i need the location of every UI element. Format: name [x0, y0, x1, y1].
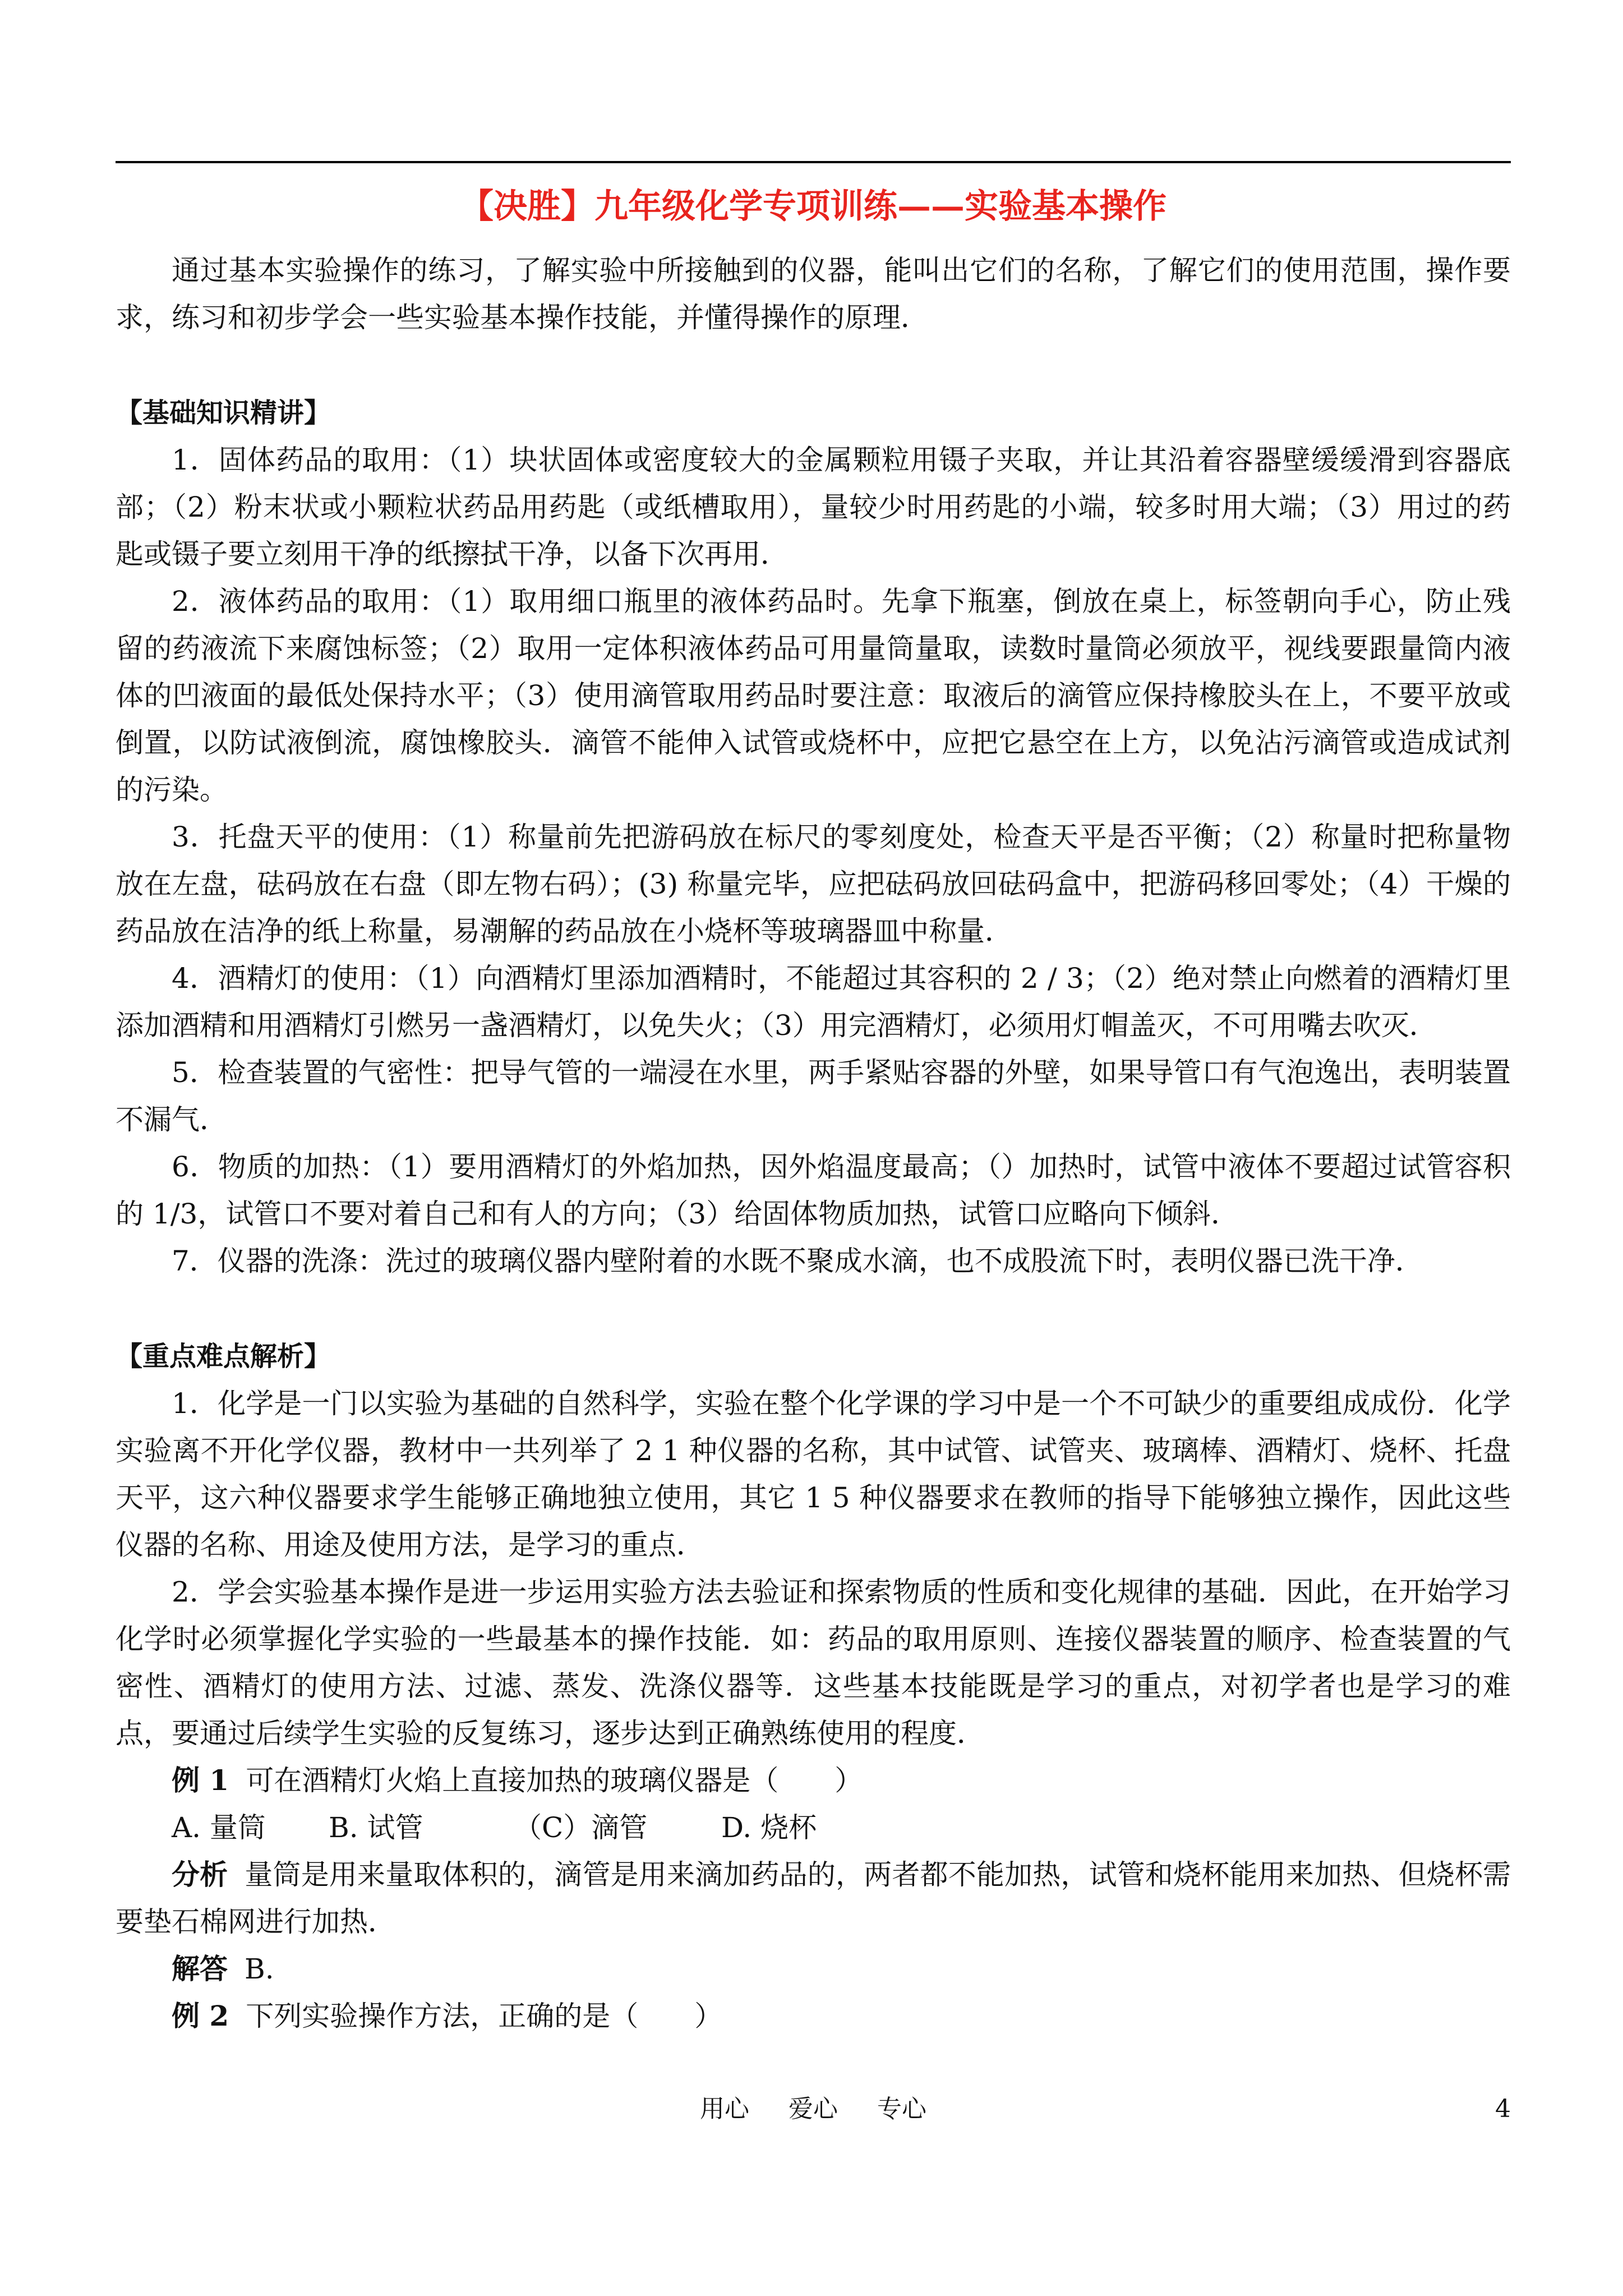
example-1-answer: [116, 1945, 1511, 1993]
footer-word-3: 专心: [877, 2095, 926, 2123]
basics-item-3: 3．托盘天平的使用：（1）称量前先把游码放在标尺的零刻度处，检查天平是否平衡；（2）称量时把称量物放在左盘，砝码放在右盘（即左物右码）；(3) 称量完毕，应把砝码放回砝码盒中，把游码移回零处；（4）干燥的药品放在洁净的纸上称量，易潮解的药品放在小烧杯等玻璃器皿中称量．: [116, 821, 1511, 947]
example-1-label: 例 1: [172, 1764, 229, 1797]
example-2-text: 下列实验操作方法，正确的是（ ）: [246, 2000, 723, 2032]
key-point-item-2: 2．学会实验基本操作是进一步运用实验方法去验证和探索物质的性质和变化规律的基础．因此，在开始学习化学时必须掌握化学实验的一些最基本的操作技能．如：药品的取用原则、连接仪器装置的顺序、检查装置的气密性、酒精灯的使用方法、过滤、蒸发、洗涤仪器等．这些基本技能既是学习的重点，对初学者也是学习的难点，要通过后续学生实验的反复练习，逐步达到正确熟练使用的程度．: [116, 1576, 1511, 1750]
example-1-analysis: [116, 1851, 1511, 1945]
section-heading-basics: 【基础知识精讲】: [116, 397, 331, 429]
answer-text: B.: [245, 1953, 274, 1985]
option-d: D. 烧杯: [721, 1811, 817, 1844]
basics-item-7: 7．仪器的洗涤：洗过的玻璃仪器内壁附着的水既不聚成水滴，也不成股流下时，表明仪器已洗干净．: [172, 1245, 1423, 1277]
basics-item-6: 6．物质的加热：（1）要用酒精灯的外焰加热，因外焰温度最高；（）加热时，试管中液体不要超过试管容积的 1/3，试管口不要对着自己和有人的方向；（3）给固体物质加热，试管口应略向下倾斜．: [116, 1151, 1511, 1230]
page-number: 4: [1495, 2095, 1511, 2123]
example-1-options: [116, 1804, 1511, 1851]
intro-paragraph: 通过基本实验操作的练习，了解实验中所接触到的仪器，能叫出它们的名称，了解它们的使用范围，操作要求，练习和初步学会一些实验基本操作技能，并懂得操作的原理．: [116, 254, 1511, 334]
basics-item-5: 5．检查装置的气密性：把导气管的一端浸在水里，两手紧贴容器的外壁，如果导管口有气泡逸出，表明装置不漏气．: [116, 1056, 1511, 1136]
basics-item-1: 1．固体药品的取用：（1）块状固体或密度较大的金属颗粒用镊子夹取，并让其沿着容器壁缓缓滑到容器底部；（2）粉末状或小颗粒状药品用药匙（或纸槽取用），量较少时用药匙的小端，较多时用大端；（3）用过的药匙或镊子要立刻用干净的纸擦拭干净，以备下次再用．: [116, 444, 1511, 570]
footer-word-1: 用心: [700, 2095, 749, 2123]
key-point-item-1: 1．化学是一门以实验为基础的自然科学，实验在整个化学课的学习中是一个不可缺少的重要组成成份．化学实验离不开化学仪器，教材中一共列举了 2 1 种仪器的名称，其中试管、试管夹、玻璃棒、酒精灯、烧杯、托盘天平，这六种仪器要求学生能够正确地独立使用，其它 1 5 种仪器要求在教师的指导下能够独立操作，因此这些仪器的名称、用途及使用方法，是学习的重点．: [116, 1387, 1511, 1561]
footer-word-2: 爱心: [789, 2095, 838, 2123]
footer-motto: [116, 2092, 1511, 2126]
example-2-question: [116, 1993, 1511, 2040]
option-b: B. 试管: [329, 1811, 423, 1844]
option-a: A. 量筒: [172, 1811, 266, 1844]
example-2-label: 例 2: [172, 1999, 229, 2032]
basics-item-4: 4．酒精灯的使用：（1）向酒精灯里添加酒精时，不能超过其容积的 2 / 3；（2）绝对禁止向燃着的酒精灯里添加酒精和用酒精灯引燃另一盏酒精灯，以免失火；（3）用完酒精灯，必须用灯帽盖灭，不可用嘴去吹灭．: [116, 962, 1511, 1042]
analysis-text: 量筒是用来量取体积的，滴管是用来滴加药品的，两者都不能加热，试管和烧杯能用来加热、但烧杯需要垫石棉网进行加热．: [116, 1858, 1511, 1938]
option-c: （C）滴管: [514, 1811, 648, 1844]
example-1-question: [116, 1757, 1511, 1804]
document-title: 【决胜】九年级化学专项训练——实验基本操作: [460, 187, 1166, 226]
document-body: [116, 247, 1511, 2040]
header-rule: [116, 161, 1511, 163]
answer-label: 解答: [172, 1952, 228, 1985]
analysis-label: 分析: [172, 1858, 228, 1891]
section-heading-key-points: 【重点难点解析】: [116, 1341, 331, 1372]
basics-item-2: 2．液体药品的取用：（1）取用细口瓶里的液体药品时。先拿下瓶塞，倒放在桌上，标签朝向手心，防止残留的药液流下来腐蚀标签；（2）取用一定体积液体药品可用量筒量取，读数时量筒必须放平，视线要跟量筒内液体的凹液面的最低处保持水平；（3）使用滴管取用药品时要注意：取液后的滴管应保持橡胶头在上，不要平放或倒置，以防试液倒流，腐蚀橡胶头．滴管不能伸入试管或烧杯中，应把它悬空在上方，以免沾污滴管或造成试剂的污染。: [116, 585, 1511, 806]
example-1-text: 可在酒精灯火焰上直接加热的玻璃仪器是（ ）: [246, 1764, 863, 1797]
